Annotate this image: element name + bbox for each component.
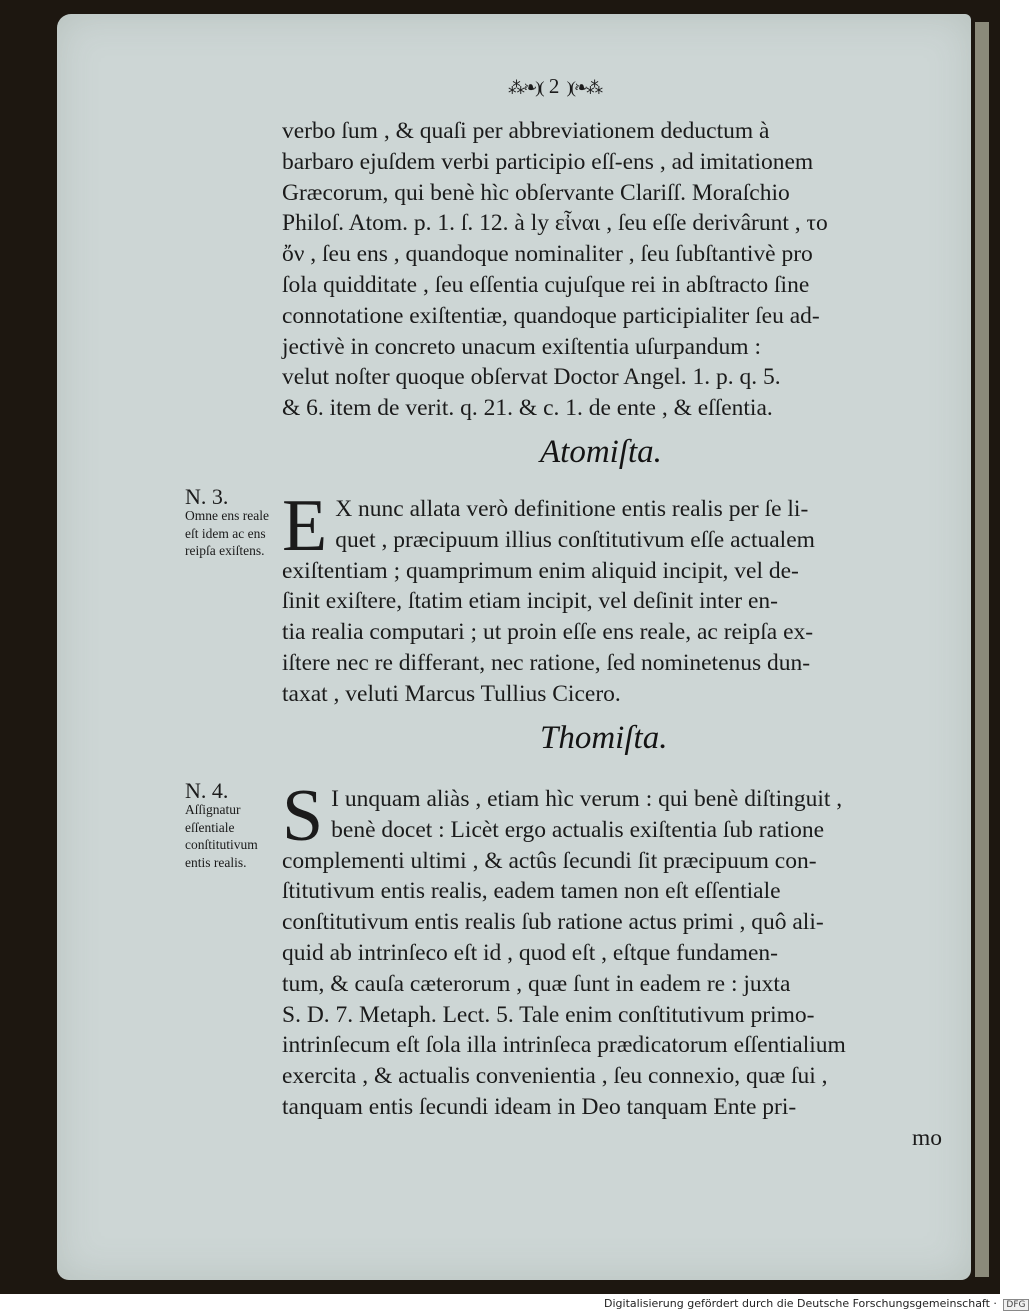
text-line: S. D. 7. Metaph. Lect. 5. Tale enim conſtitutivum primo-: [282, 1001, 815, 1028]
text-line: Philoſ. Atom. p. 1. ſ. 12. à ly εἶναι , ſeu eſſe derivârunt , το: [282, 210, 828, 237]
text-line: velut noſter quoque obſervat Doctor Angel. 1. p. q. 5.: [282, 364, 781, 391]
text-line: quet , præcipuum illius conſtitutivum eſſe actualem: [335, 526, 815, 553]
digitization-footer: [604, 1297, 1026, 1313]
heading-thomista: Thomiſta.: [540, 720, 668, 756]
margin-note-number: N. 4.: [185, 778, 229, 803]
text-line-last: mo: [911, 1124, 942, 1151]
text-line: barbaro ejuſdem verbi participio eſſ-ens , ad imitationem: [282, 148, 814, 175]
text-line: intrinſecum eſt ſola illa intrinſeca prædicatorum eſſentialium: [282, 1032, 846, 1059]
text-line: conſtitutivum entis realis ſub ratione actus primi , quô ali-: [282, 909, 824, 936]
text-line: taxat , veluti Marcus Tullius Cicero.: [282, 680, 621, 707]
text-line: ſinit exiſtere, ſtatim etiam incipit, vel deſinit inter en-: [282, 588, 778, 615]
text-line: X nunc allata verò definitione entis realis per ſe li-: [335, 496, 809, 522]
margin-note-text: Aſſignatur eſſentiale conſtitutivum entis realis.: [185, 802, 258, 870]
text-line: tum, & cauſa cæterorum , quæ ſunt in eadem re : juxta: [282, 970, 791, 997]
paragraph-2: [282, 485, 942, 710]
text-line: ſtitutivum entis realis, eadem tamen non eſt eſſentiale: [282, 878, 781, 905]
text-line: I unquam aliàs , etiam hìc verum : qui benè diſtinguit ,: [331, 786, 843, 812]
header-ornament-left: ⁂❧)(: [508, 78, 543, 97]
text-line: Græcorum, qui benè hìc obſervante Clariſſ. Moraſchio: [282, 179, 790, 206]
text-line: ſola quidditate , ſeu eſſentia cujuſque rei in abſtracto ſine: [282, 271, 810, 298]
text-line: verbo ſum , & quaſi per abbreviationem deductum à: [282, 118, 770, 144]
heading-atomista: Atomiſta.: [540, 434, 662, 470]
page-number: 2: [548, 74, 561, 98]
margin-note-number: N. 3.: [185, 484, 229, 509]
text-line: exiſtentiam ; quamprimum enim aliquid incipit, vel de-: [282, 557, 799, 584]
text-line: quid ab intrinſeco eſt id , quod eſt , eſtque fundamen-: [282, 939, 778, 966]
text-line: complementi ultimi , & actûs ſecundi ſit præcipuum con-: [282, 847, 817, 874]
footer-text: Digitalisierung gefördert durch die Deutsche Forschungsgemeinschaft ·: [604, 1297, 997, 1310]
paragraph-1: [282, 116, 942, 424]
text-line: iſtere nec re differant, nec ratione, ſed nominetenus dun-: [282, 649, 811, 676]
dfg-logo: DFG: [1003, 1299, 1028, 1311]
margin-note-n3: [185, 484, 277, 560]
paragraph-3: [282, 775, 942, 1154]
drop-cap: S: [282, 775, 324, 857]
text-line: ὄν , ſeu ens , quandoque nominaliter , ſeu ſubſtantivè pro: [282, 241, 813, 268]
header-ornament-right: )(❧⁂: [566, 78, 602, 97]
drop-cap: E: [282, 485, 328, 567]
text-line: exercita , & actualis convenientia , ſeu connexio, quæ ſui ,: [282, 1063, 828, 1090]
page-header: [508, 74, 601, 99]
text-line: connotatione exiſtentiæ, quandoque participialiter ſeu ad-: [282, 302, 820, 329]
text-line: tanquam entis ſecundi ideam in Deo tanquam Ente pri-: [282, 1093, 797, 1120]
text-line: & 6. item de verit. q. 21. & c. 1. de ente , & eſſentia.: [282, 395, 773, 422]
text-line: tia realia computari ; ut proin eſſe ens reale, ac reipſa ex-: [282, 619, 814, 646]
text-line: benè docet : Licèt ergo actualis exiſtentia ſub ratione: [331, 816, 825, 843]
margin-note-n4: [185, 778, 277, 871]
page-edge: [975, 22, 989, 1277]
text-line: jectivè in concreto unacum exiſtentia uſurpandum :: [282, 333, 761, 360]
margin-note-text: Omne ens reale eſt idem ac ens reipſa exiſtens.: [185, 508, 269, 559]
